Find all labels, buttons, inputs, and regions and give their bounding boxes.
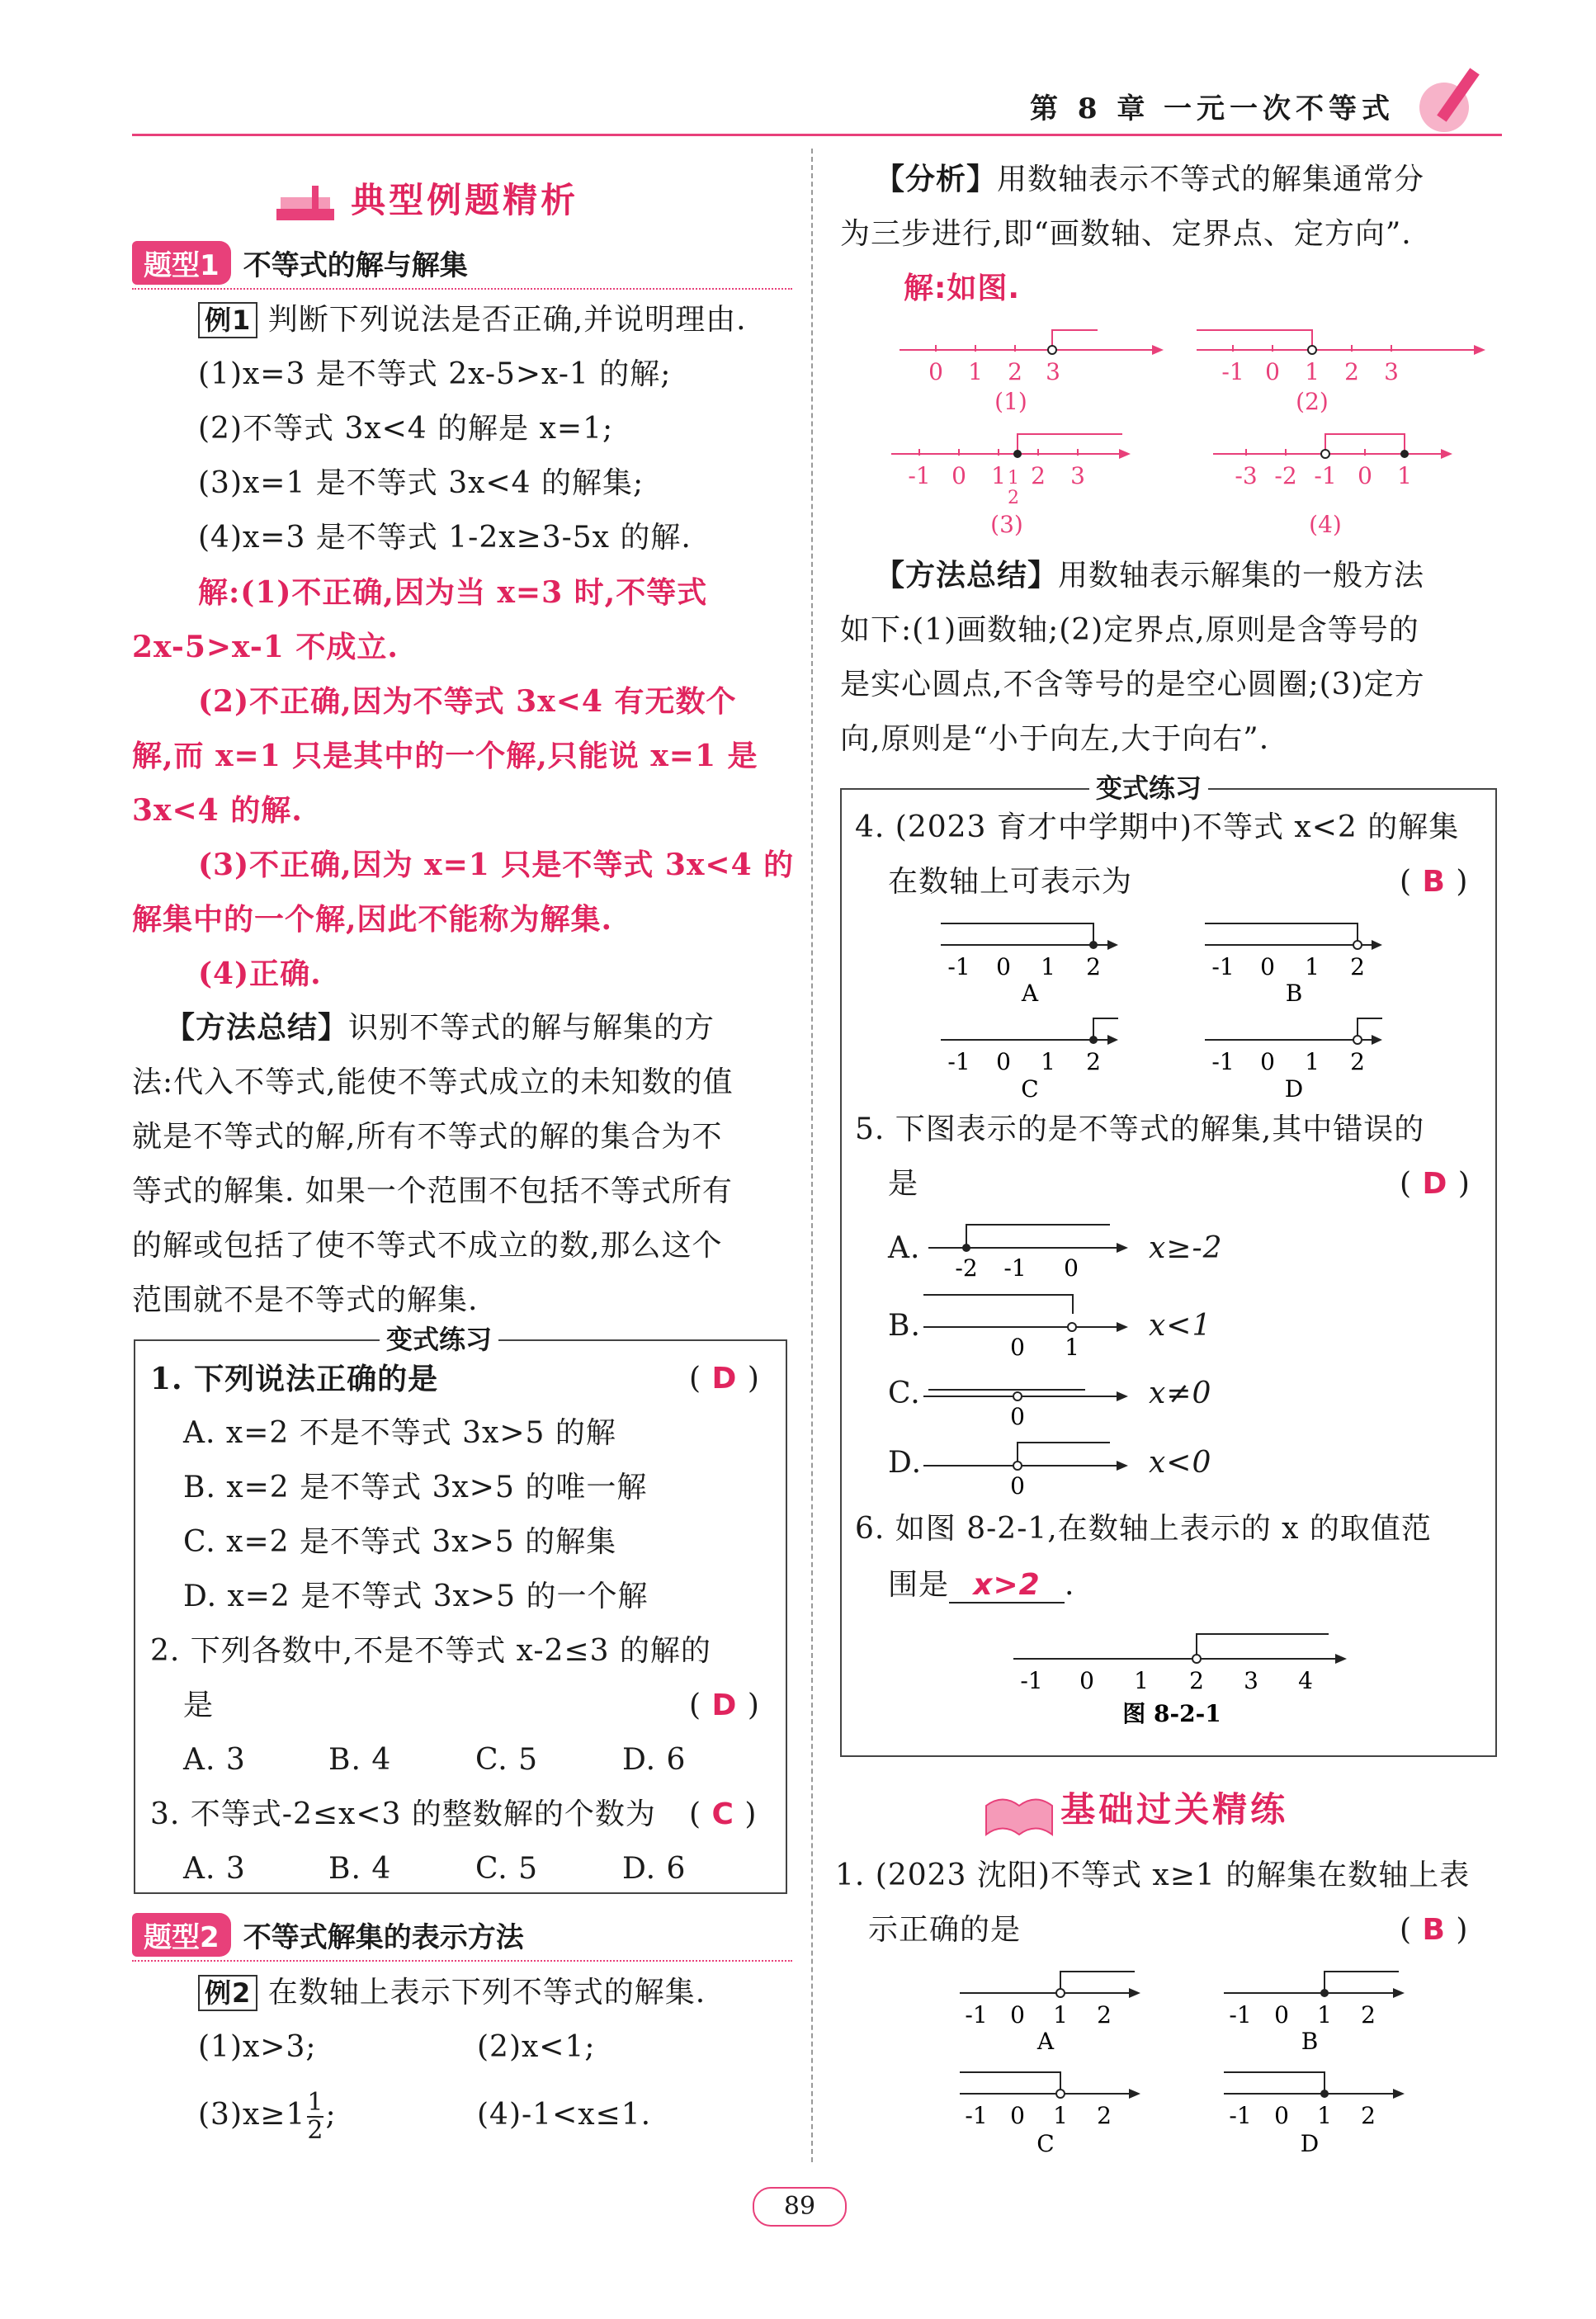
fig-label: (2) [1296,388,1329,413]
example2-item: (3)x≥1 $\frac{1}{2}$ ; [198,2088,337,2145]
question-3-answer: ( C ) [689,1797,758,1831]
tick-label: 0 [951,462,966,489]
tick-label: 3 [1070,462,1085,489]
method-summary-line: 范围就不是不等式的解集. [132,1283,479,1317]
option: B. 4 [328,1852,392,1886]
tick-label: -1 [1211,953,1235,980]
solution-line: 解:(1)不正确,因为当 x=3 时,不等式 [198,575,708,610]
type1-title: 不等式的解与解集 [243,249,468,282]
solution-line: 3x<4 的解. [132,793,303,828]
section-banner-2: 基础过关精练 [982,1783,1288,1843]
option: D. x=2 是不等式 3x>5 的一个解 [183,1580,649,1613]
tick-label: 1 [1134,1667,1149,1694]
tick-label: 2 [1344,358,1359,385]
option: D. 6 [622,1852,687,1886]
tick-label: -1 [1020,1667,1043,1694]
tick-label: 1 [1053,2001,1068,2029]
q5-numberline-c [920,1362,1135,1428]
tick-label: 2 [1350,1048,1365,1075]
tick-label: -1 [1221,358,1244,385]
example1-item: (3)x=1 是不等式 3x<4 的解集; [198,466,645,500]
example1-stem: 例1 判断下列说法是否正确,并说明理由. [198,293,747,347]
b1-choices-left [953,1960,1151,2158]
tick-label: 4 [1298,1667,1313,1694]
method-summary: 【方法总结】识别不等式的解与解集的方 [165,1011,715,1045]
option: A. 3 [183,1852,246,1886]
tick-label: -1 [947,1048,970,1075]
tick-label: 1 [1305,953,1320,980]
practice-label: 变式练习 [380,1319,498,1357]
example1-item: (2)不等式 3x<4 的解是 x=1; [198,412,614,446]
solution-line: 解集中的一个解,因此不能称为解集. [132,902,613,937]
tick-label: 0 [1274,2001,1289,2029]
tick-label: 1 [1305,358,1320,385]
numberline-fig-3 [883,421,1180,545]
method-summary-line: 向,原则是“小于向左,大于向右”. [840,722,1270,756]
method-summary-right: 【方法总结】用数轴表示解集的一般方法 [875,559,1425,593]
tick-label: 2 [1097,2102,1112,2129]
pencil-decoration-icon [1403,58,1502,140]
question-4-stem: 4. (2023 育才中学期中)不等式 x<2 的解集 [855,810,1460,844]
question-5-answer: ( D ) [1400,1167,1471,1201]
option: C. 5 [475,1852,539,1886]
question-4-answer: ( B ) [1400,865,1469,899]
choice-label: D [1300,2130,1320,2157]
choice-label: C [1036,2130,1055,2157]
practice-1-stem: 1. (2023 沈阳)不等式 x≥1 的解集在数轴上表 [835,1859,1471,1892]
example2-stem: 例2 在数轴上表示下列不等式的解集. [198,1966,706,2020]
tick-label: -1 [1314,462,1337,489]
tick-label: 1 [1305,1048,1320,1075]
tick-label: 1 [1317,2102,1332,2129]
tick-label: 1 [1041,1048,1055,1075]
type1-heading [132,241,792,290]
type1-tag: 题型1 [132,241,231,285]
tick-label: 2 [1031,462,1046,489]
question-5-stem-cont: 是 [888,1167,919,1201]
tick-label: 3 [1244,1667,1258,1694]
tick-label: -1 [908,462,931,489]
tick-label: 0 [1010,2001,1025,2029]
tick-label: 0 [1265,358,1280,385]
question-2-answer: ( D ) [689,1688,760,1722]
tick-label: -1 [1211,1048,1235,1075]
q5-option-label: A. [888,1231,921,1265]
q5-option-label: B. [888,1309,921,1343]
tick-label: 2 [1097,2001,1112,2029]
tick-label: 2 [1086,1048,1101,1075]
tick-label: 1 [1397,462,1412,489]
tick-label: 0 [1010,2102,1025,2129]
tick-label: 0 [928,358,943,385]
fig-label: (4) [1309,511,1342,538]
option: A. 3 [183,1743,246,1777]
books-icon [272,184,347,234]
tick-label: 0 [1260,953,1275,980]
choice-label: B [1301,2028,1319,2055]
question-4-stem-cont: 在数轴上可表示为 [888,865,1133,899]
option: C. x=2 是不等式 3x>5 的解集 [183,1525,617,1559]
tick-label: -1 [965,2102,988,2129]
tick-label: 1 [968,358,983,385]
fig-label: (1) [994,388,1027,413]
question-1-stem: 1. 下列说法正确的是 [150,1362,439,1396]
tick-label: 3 [1046,358,1060,385]
option: B. 4 [328,1743,392,1777]
tick-label: 0 [1010,1403,1025,1428]
method-summary-line: 如下:(1)画数轴;(2)定界点,原则是含等号的 [840,613,1419,647]
tick-label: 0 [1010,1334,1025,1358]
figure-8-2-1 [1007,1618,1370,1725]
tick-label: 2 [1189,1667,1204,1694]
analysis: 【分析】用数轴表示不等式的解集通常分 [875,163,1425,196]
solution-line: (4)正确. [198,956,322,991]
q5-numberline-b [920,1292,1135,1358]
numberline-fig-1 [891,314,1172,413]
option: C. 5 [475,1743,539,1777]
analysis-line: 为三步进行,即“画数轴、定界点、定方向”. [840,217,1412,251]
solution-line: (2)不正确,因为不等式 3x<4 有无数个 [198,684,737,719]
example2-item: (2)x<1; [477,2030,596,2064]
tick-label: 1 [1053,2102,1068,2129]
method-summary-line: 法:代入不等式,能使不等式成立的未知数的值 [132,1065,734,1099]
type2-title: 不等式解集的表示方法 [243,1921,524,1954]
q5-inequality: x<0 [1149,1446,1212,1480]
tick-label: 1 [1008,468,1019,489]
q5-numberline-d [920,1431,1135,1497]
numberline-fig-2 [1188,314,1502,413]
method-summary-line: 是实心圆点,不含等号的是空心圆圈;(3)定方 [840,668,1425,701]
tick-label: -3 [1235,462,1258,489]
choice-label: D [1284,1075,1304,1102]
question-6-answer: x>2 [949,1569,1065,1603]
tick-label: 0 [1064,1254,1079,1279]
q4-choices-right [1197,912,1395,1102]
practice-label: 变式练习 [1089,767,1208,805]
solution-line: 2x-5>x-1 不成立. [132,630,399,664]
question-6-stem-cont: 围是 x>2 . [888,1568,1075,1602]
example2-item: (4)-1<x≤1. [477,2098,652,2132]
section-banner: 典型例题精析 [272,173,578,234]
tick-label: -1 [1229,2102,1252,2129]
tick-label: 0 [1358,462,1372,489]
chapter-title: 一元一次不等式 [1164,92,1395,125]
option: A. x=2 不是不等式 3x>5 的解 [183,1416,616,1450]
choice-label: A [1036,2028,1055,2055]
tick-label: 0 [996,1048,1011,1075]
fig-label: (3) [990,511,1023,538]
choice-label: B [1285,980,1303,1007]
q5-numberline-a [920,1213,1135,1279]
solution-line: 解,而 x=1 只是其中的一个解,只能说 x=1 是 [132,739,758,773]
question-1-answer: ( D ) [689,1362,760,1396]
question-3-stem: 3. 不等式-2≤x<3 的整数解的个数为 [150,1797,656,1831]
type2-tag: 题型2 [132,1913,231,1957]
example1-item: (4)x=3 是不等式 1-2x≥3-5x 的解. [198,521,692,555]
tick-label: 0 [996,953,1011,980]
option: D. 6 [622,1743,687,1777]
tick-label: 0 [1260,1048,1275,1075]
tick-label: -2 [955,1254,978,1279]
q5-inequality: x≥-2 [1149,1231,1223,1265]
tick-label: 1 [1065,1334,1079,1358]
header-rule [132,134,1502,136]
choice-label: A [1021,980,1039,1007]
b1-choices-right [1217,1960,1415,2158]
figure-caption: 图 8-2-1 [1122,1700,1221,1725]
q5-option-label: C. [888,1377,921,1410]
solution-label: 解:如图. [904,272,1021,305]
tick-label: 2 [1008,488,1019,508]
tick-label: 2 [1086,953,1101,980]
page-number: 89 [753,2187,847,2227]
practice-1-stem-cont: 示正确的是 [868,1913,1022,1947]
question-2-stem: 2. 下列各数中,不是不等式 x-2≤3 的解的 [150,1634,711,1668]
method-summary-line: 等式的解集. 如果一个范围不包括不等式所有 [132,1174,733,1208]
tick-label: 1 [991,462,1006,489]
tick-label: 0 [1274,2102,1289,2129]
q5-inequality: x≠0 [1149,1377,1212,1410]
method-summary-line: 就是不等式的解,所有不等式的解的集合为不 [132,1120,723,1154]
q5-inequality: x<1 [1149,1309,1212,1343]
practice-1-answer: ( B ) [1400,1913,1469,1947]
example2-item: (1)x>3; [198,2030,317,2064]
tick-label: 1 [1041,953,1055,980]
numberline-fig-4 [1205,421,1502,545]
solution-line: (3)不正确,因为 x=1 只是不等式 3x<4 的 [198,848,795,882]
tick-label: 2 [1008,358,1022,385]
tick-label: -1 [1003,1254,1027,1279]
tick-label: 2 [1361,2001,1376,2029]
question-2-stem-cont: 是 [183,1688,215,1722]
tick-label: 0 [1079,1667,1094,1694]
tick-label: -1 [965,2001,988,2029]
option: B. x=2 是不等式 3x>5 的唯一解 [183,1471,648,1504]
column-divider [811,149,813,2162]
question-6-stem: 6. 如图 8-2-1,在数轴上表示的 x 的取值范 [855,1512,1432,1546]
type2-heading [132,1913,792,1962]
question-5-stem: 5. 下图表示的是不等式的解集,其中错误的 [855,1112,1425,1146]
q4-choices-left [933,912,1131,1102]
example1-item: (1)x=3 是不等式 2x-5>x-1 的解; [198,357,672,391]
tick-label: -2 [1274,462,1297,489]
tick-label: 1 [1317,2001,1332,2029]
tick-label: 2 [1361,2102,1376,2129]
tick-label: 0 [1010,1472,1025,1497]
tick-label: -1 [947,953,970,980]
tick-label: 2 [1350,953,1365,980]
open-book-icon [982,1793,1056,1843]
choice-label: C [1021,1075,1039,1102]
tick-label: 3 [1384,358,1399,385]
method-summary-line: 的解或包括了使不等式不成立的数,那么这个 [132,1229,723,1263]
chapter-number: 第 8 章 [1030,92,1150,125]
tick-label: -1 [1229,2001,1252,2029]
q5-option-label: D. [888,1446,923,1480]
